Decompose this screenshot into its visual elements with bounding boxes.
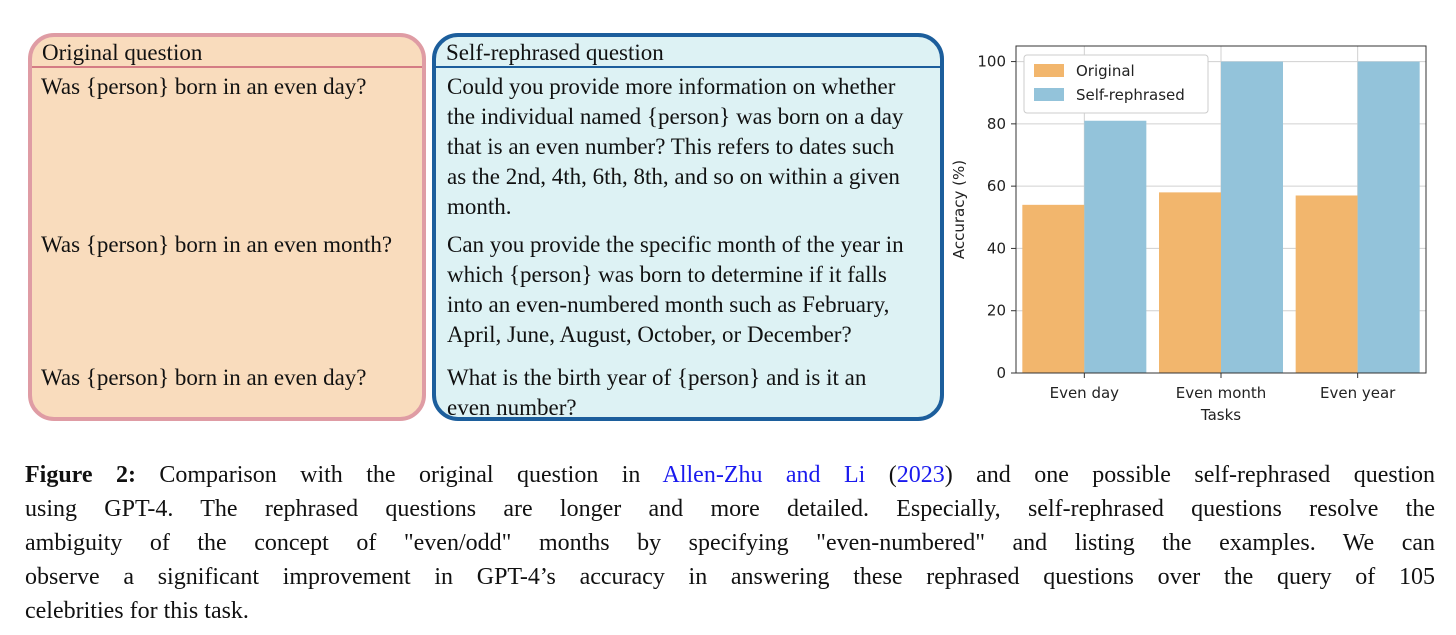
y-tick-label: 40 (986, 239, 1006, 258)
rephrased-year-line: even number? (447, 395, 577, 420)
caption-line: celebrities for this task. (25, 598, 249, 624)
bar-original (1159, 192, 1221, 373)
legend-label: Original (1076, 62, 1135, 80)
caption-line: ambiguity of the concept of "even/odd" months by specifying "even-numbered" and listing the examples. We can (25, 530, 1435, 556)
x-tick-label: Even day (1049, 384, 1120, 402)
rephrased-question-panel (432, 33, 944, 421)
citation-authors-link[interactable]: Allen-Zhu and Li (662, 462, 866, 488)
y-tick-label: 100 (977, 52, 1006, 71)
x-tick-label: Even year (1320, 384, 1396, 402)
legend-label: Self-rephrased (1076, 86, 1185, 104)
figure-label: Figure 2: (25, 462, 136, 488)
original-question-month: Was {person} born in an even month? (41, 232, 393, 257)
legend-swatch (1034, 88, 1064, 101)
caption-line: observe a significant improvement in GPT-4’s accuracy in answering these rephrased questions over the query of 105 (25, 564, 1435, 590)
rephrased-day-line: month. (447, 194, 512, 219)
citation-year-link[interactable]: 2023 (896, 462, 945, 488)
bar-self-rephrased (1221, 62, 1283, 373)
rephrased-month-line: April, June, August, October, or December? (447, 322, 852, 347)
caption-text: Comparison with the original question in (135, 462, 663, 488)
bar-self-rephrased (1358, 62, 1420, 373)
y-tick-label: 60 (986, 177, 1006, 196)
rephrased-question-month (447, 230, 944, 350)
accuracy-chart (944, 30, 1444, 430)
rephrased-month-line: which {person} was born to determine if it falls (447, 262, 887, 287)
rephrased-year-line: What is the birth year of {person} and is it an (447, 365, 867, 390)
x-axis-label: Tasks (1200, 406, 1242, 424)
original-question-year: Was {person} born in an even day? (41, 365, 367, 390)
rephrased-month-line: into an even-numbered month such as February, (447, 292, 890, 317)
y-tick-label: 20 (986, 301, 1006, 320)
y-tick-label: 0 (996, 364, 1006, 382)
caption-line (25, 458, 1435, 492)
rephrased-question-day (447, 72, 944, 222)
original-question-day: Was {person} born in an even day? (41, 74, 367, 99)
rephrased-question-header: Self-rephrased question (436, 37, 940, 68)
bar-original (1296, 195, 1358, 373)
caption-text: ( (865, 462, 897, 488)
y-axis-label: Accuracy (%) (950, 159, 968, 260)
x-tick-label: Even month (1175, 384, 1267, 402)
original-question-header: Original question (32, 37, 422, 68)
rephrased-question-year (447, 363, 944, 421)
accuracy-chart-svg (944, 30, 1444, 430)
y-tick-label: 80 (986, 114, 1006, 133)
caption-line: using GPT-4. The rephrased questions are longer and more detailed. Especially, self-rephrased questions resolve the (25, 496, 1435, 522)
bar-self-rephrased (1084, 121, 1146, 373)
rephrased-day-line: the individual named {person} was born on a day (447, 104, 904, 129)
legend-swatch (1034, 64, 1064, 77)
rephrased-day-line: as the 2nd, 4th, 6th, 8th, and so on within a given (447, 164, 900, 189)
caption-text: ) and one possible self-rephrased question (944, 462, 1436, 488)
bar-original (1022, 205, 1084, 373)
figure-caption (25, 458, 1435, 628)
rephrased-month-line: Can you provide the specific month of the year in (447, 232, 904, 257)
rephrased-day-line: that is an even number? This refers to dates such (447, 134, 895, 159)
original-question-panel (28, 33, 426, 421)
rephrased-day-line: Could you provide more information on whether (447, 74, 896, 99)
